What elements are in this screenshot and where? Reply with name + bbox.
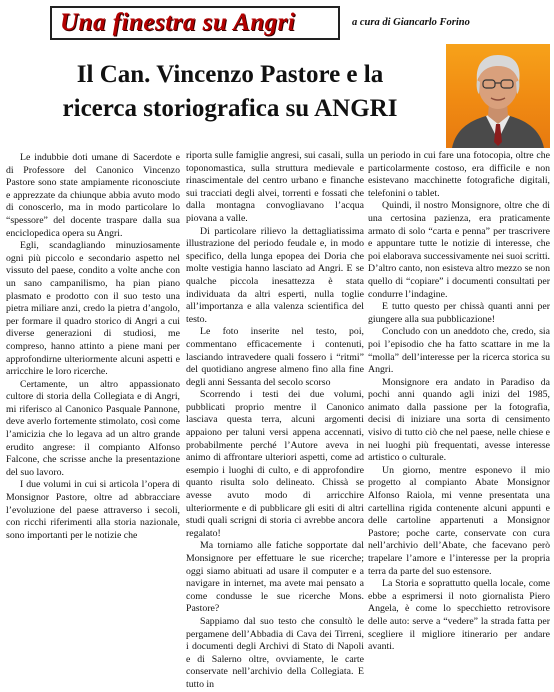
paragraph: Monsignore era andato in Paradiso da pochi anni quando agli inizi del 1985, animato dalla passione per la fotografia, decisi di iniziare una sorta di censimento visivo di tutto ciò che nel paese, nelle chiese e nei luoghi più frequentati, avesse interesse artistico o culturale. — [368, 376, 550, 464]
paragraph: Quindi, il nostro Monsignore, oltre che di una certosina pazienza, era praticamente armato di solo “carta e penna” per trascrivere e appuntare tutte le notizie di interesse, che poi elaborava successivamente nei suoi scritti. D’altro canto, non esisteva altro mezzo se non quello di “copiare” i documenti consultati per condurre l’indagine. — [368, 200, 550, 300]
paragraph: Un giorno, mentre esponevo il mio progetto al compianto Abate Monsignor Alfonso Raiola, mi venne presentata una cartellina rigida contenente alcuni appunti e delle cartoline appartenuti a Monsignor Pastore; poche carte, conservate con cura nell’archivio dell’Abate, che facevano però trapelare l’amore e l’interesse per la propria terra da parte del suo estensore. — [368, 464, 550, 577]
paragraph: Egli, scandagliando minuziosamente ogni più piccolo e secondario aspetto nel vissuto del paese, condito a volte anche con un sano campanilismo, ha pian piano plasmato e prodotto con il suo testo una pietra miliare anzi, credo la pietra d’angolo, per formare il quadro storico di Angri a cui diverse generazioni di studiosi, me compreso, hanno attinto a piene mani per approfondirne ulteriormente alcuni aspetti e arricchire le loro ricerche. — [6, 240, 180, 378]
article-column-3 — [368, 150, 550, 654]
paragraph: Ma torniamo alle fatiche sopportate dal Monsignore per effettuare le sue ricerche; oggi siamo abituati ad usare il computer e a navigare in internet, ma avete mai pensato a come condusse le sue ricerche Mons. Pastore? — [186, 540, 364, 615]
article-column-2 — [186, 150, 364, 692]
paragraph: Scorrendo i testi dei due volumi, pubblicati proprio mentre il Canonico lasciava questa terra, alcuni argomenti appaiono per taluni versi appena accennati, probabilmente perché l’Autore aveva in animo di affrontare ulteriori aspetti, come ad esempio i luoghi di culto, e di approfondire quanto risulta solo delineato. Chissà se avesse avuto modo di arricchire ulteriormente e di pubblicare gli esiti di altri studi quali scrigni di storia ci avrebbe ancora regalato! — [186, 389, 364, 539]
headline-line-2: ricerca storiografica su ANGRI — [62, 95, 398, 122]
byline: a cura di Giancarlo Forino — [352, 17, 470, 28]
article-headline — [6, 58, 454, 126]
paragraph: Le foto inserite nel testo, poi, commentano efficacemente i contenuti, lasciando intravedere quali fossero i “ritmi” del quotidiano angrese almeno fino alla fine degli anni Sessanta del secolo scorso — [186, 326, 364, 388]
paragraph: riporta sulle famiglie angresi, sui casali, sulla toponomastica, sulla struttura medievale e rinascimentale del centro urbano e finanche sui tracciati degli alvei, torrenti e fossati che dalla montagna convogliavano l’acqua piovana a valle. — [186, 150, 364, 224]
paragraph: La Storia e soprattutto quella locale, come ebbe a esprimersi il noto giornalista Piero Angela, è come lo specchietto retrovisore delle auto: serve a “vedere” la strada fatta per scegliere il migliore itinerario per andare avanti. — [368, 578, 550, 653]
paragraph: I due volumi in cui si articola l’opera di Monsignor Pastore, oltre ad abbracciare l’evoluzione del paese attraverso i secoli, con ricchi riferimenti alla storia nazionale, sono importanti per le notizie che — [6, 479, 180, 541]
paragraph: E tutto questo per chissà quanti anni per giungere alla sua pubblicazione! — [368, 301, 550, 325]
article-column-1 — [6, 152, 180, 542]
paragraph: Di particolare rilievo la dettagliatissima illustrazione del periodo feudale e, in modo specifico, della lunga epopea dei Doria che molte vestigia hanno lasciato ad Angri. E se qualche piccola inesattezza è stata individuata da altri esperti, nulla toglie all’importanza e alla valenza scientifica del testo. — [186, 225, 364, 325]
paragraph: Le indubbie doti umane di Sacerdote e di Professore del Canonico Vincenzo Pastore sono state ampiamente riconosciute e apprezzate da chiunque abbia avuto modo di conoscerlo, ma in modo particolare lo “spessore” del docente traspare dalla sua enciclopedica opera su Angri. — [6, 152, 180, 239]
column-title: Una finestra su Angri — [60, 9, 296, 36]
column-banner — [50, 6, 340, 40]
portrait-photo-icon — [446, 44, 550, 148]
portrait-photo — [446, 44, 550, 148]
paragraph: Sappiamo dal suo testo che consultò le pergamene dell’Abbadia di Cava dei Tirreni, i documenti degli Archivi di Stato di Napoli e di Salerno oltre, ovviamente, le carte conservate nell’archivio della Collegiata. E tutto in — [186, 615, 364, 690]
paragraph: Concludo con un aneddoto che, credo, sia poi l’episodio che ha fatto scattare in me la “molla” dell’interesse per la ricerca storica su Angri. — [368, 326, 550, 376]
paragraph: un periodo in cui fare una fotocopia, oltre che particolarmente costoso, era difficile e non esistevano macchinette fotografiche digitali, telefonini o tablet. — [368, 150, 550, 199]
headline-line-1: Il Can. Vincenzo Pastore e la — [76, 61, 384, 88]
paragraph: Certamente, un altro appassionato cultore di storia della Collegiata e di Angri, mi riferisco al Canonico Pasquale Pannone, deve averlo fortemente stimolato, così come l’amicizia che lo legava ad un altro grande erudito angrese: il compianto Alfonso Falcone, che scrisse anche la presentazione del suo lavoro. — [6, 378, 180, 478]
